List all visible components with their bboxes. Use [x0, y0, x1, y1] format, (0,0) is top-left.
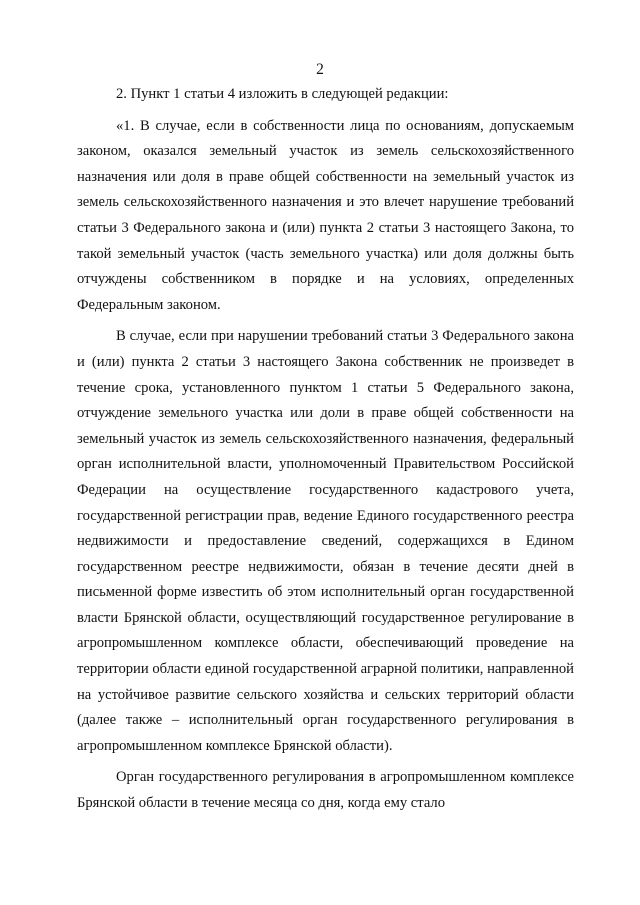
paragraph-clause-1: «1. В случае, если в собственности лица по основаниям, допускаемым законом, оказался земельный участок из земель сельскохозяйственного назначения или доля в праве общей собственности на земельный участок из земель сельскохозяйственного назначения и это влечет нарушение требований статьи 3 Федерального закона и (или) пункта 2 статьи 3 настоящего Закона, то такой земельный участок (часть земельного участка) или доля должны быть отчуждены собственником в порядке и на условиях, определенных Федеральным законом. — [77, 117, 574, 313]
page-number: 2 — [316, 61, 324, 78]
paragraph-regulator-action: Орган государственного регулирования в агропромышленном комплексе Брянской области в течение месяца со дня, когда ему стало — [77, 769, 574, 812]
paragraph-violation-notice: В случае, если при нарушении требований статьи 3 Федерального закона и (или) пункта 2 статьи 3 настоящего Закона собственник не произведет в течение срока, установленного пунктом 1 статьи 5 Федерального закона, отчуждение земельного участка или доли в праве общей собственности на земельный участок из земель сельскохозяйственного назначения, федеральный орган исполнительной власти, уполномоченный Правительством Российской Федерации на осуществление государственного кадастрового учета, государственной регистрации прав, ведение Единого государственного реестра недвижимости и предоставление сведений, содержащихся в Едином государственном реестре недвижимости, обязан в течение десяти дней в письменной форме известить об этом исполнительный орган государственной власти Брянской области, осуществляющий государственное регулирование в агропромышленном комплексе области, обеспечивающий проведение на территории области единой государственной аграрной политики, направленной на устойчивое развитие сельского хозяйства и сельских территорий области (далее также – исполнительный орган государственного регулирования в агропромышленном комплексе Брянской области). — [77, 328, 574, 754]
document-body — [77, 82, 574, 817]
paragraph-amendment-intro: 2. Пункт 1 статьи 4 изложить в следующей редакции: — [116, 86, 449, 102]
